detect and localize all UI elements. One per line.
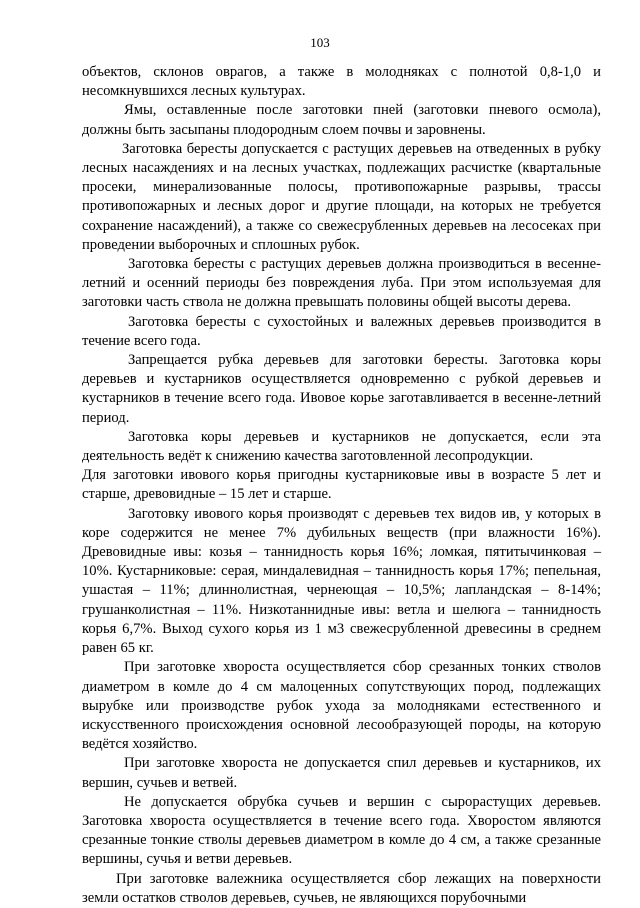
paragraph: Заготовку ивового корья производят с деревьев тех видов ив, у которых в коре содержится не менее 7% дубильных веществ (при влажности 16%). Древовидные ивы: козья – таннидность корья 16%; ломкая, пятитычинковая – 10%. Кустарниковые: серая, миндалевидная – таннидность корья 17%; пепельная, ушастая – 11%; длиннолистная, чернеющая – 10,5%; лапландская – 8-14%; грушанколистная – 11%. Низкотаннидные ивы: ветла и шелюга – таннидность корья 6,7%. Выход сухого корья из 1 м3 свежесрубленной древесины в среднем равен 65 кг. <box>82 505 601 657</box>
paragraph: Не допускается обрубка сучьев и вершин с сырорастущих деревьев. Заготовка хвороста осуществляется в течение всего года. Хворостом являются срезанные тонкие стволы деревьев диаметром в комле до 4 см, а также срезанные вершины, сучья и ветви деревьев. <box>82 793 601 868</box>
paragraph: При заготовке хвороста осуществляется сбор срезанных тонких стволов диаметром в комле до 4 см малоценных сопутствующих пород, подлежащих вырубке или производстве рубок ухода за молодняками естественного и искусственного происхождения основной лесообразующей породы, на которую ведётся хозяйство. <box>82 659 601 753</box>
paragraph: Запрещается рубка деревьев для заготовки бересты. Заготовка коры деревьев и кустарников осуществляется одновременно с рубкой деревьев и кустарников в течение всего года. Ивовое корье заготавливается в весенне-летний период. <box>82 352 601 426</box>
paragraph: Заготовка бересты допускается с растущих деревьев на отведенных в рубку лесных насаждениях и на лесных участках, подлежащих расчистке (квартальные просеки, минерализованные полосы, противопожарные разрывы, трассы противопожарных и лесных дорог и другие площади, на которых не требуется сохранение насаждений), а также со свежесрубленных деревьев на лесосеках при проведении выборочных и сплошных рубок. <box>82 140 601 253</box>
paragraph: Заготовка бересты с сухостойных и валежных деревьев производится в течение всего года. <box>82 313 601 349</box>
paragraph: При заготовке хвороста не допускается спил деревьев и кустарников, их вершин, сучьев и ветвей. <box>82 755 601 791</box>
paragraph: Заготовка бересты с растущих деревьев должна производиться в весенне-летний и осенний периоды без повреждения луба. При этом используемая для заготовки часть ствола не должна превышать половины общей высоты дерева. <box>82 256 601 311</box>
paragraph: Заготовка коры деревьев и кустарников не допускается, если эта деятельность ведёт к снижению качества заготовленной лесопродукции. <box>82 428 601 465</box>
paragraph: При заготовке валежника осуществляется сбор лежащих на поверхности земли остатков стволов деревьев, сучьев, не являющихся порубочными <box>82 870 601 906</box>
body-text <box>82 63 601 908</box>
paragraph: Для заготовки ивового корья пригодны кустарниковые ивы в возрасте 5 лет и старше, древовидные – 15 лет и старше. <box>82 467 601 503</box>
paragraph: объектов, склонов оврагов, а также в молодняках с полнотой 0,8-1,0 и несомкнувшихся лесных культурах. <box>82 64 601 100</box>
page-number: 103 <box>310 35 330 50</box>
paragraph: Ямы, оставленные после заготовки пней (заготовки пневого осмола), должны быть засыпаны плодородным слоем почвы и заровнены. <box>82 102 601 138</box>
